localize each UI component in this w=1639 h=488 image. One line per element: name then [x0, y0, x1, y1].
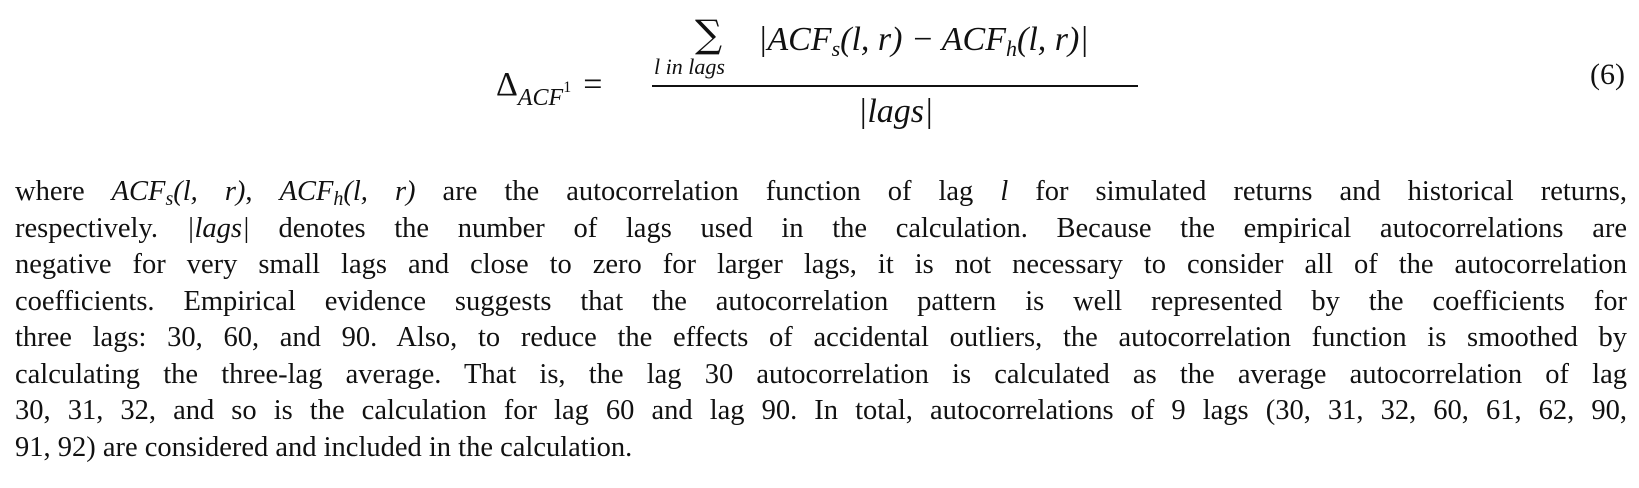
text-run: negative for very small lags and close to zero for larger lags, it is not necessary to consider all of the autocorrelation [15, 249, 1627, 280]
inline-math [279, 176, 416, 210]
math-args: (l, r) [343, 176, 416, 207]
text-run: three lags: 30, 60, and 90. Also, to reduce the effects of accidental outliers, the autocorrelation function is smoothed by [15, 322, 1627, 353]
paragraph-line [15, 393, 1627, 430]
numerator-sub-h: h [1006, 36, 1017, 61]
inline-math [187, 213, 250, 244]
delta-symbol: Δ [496, 66, 518, 103]
text-run: for simulated returns and historical returns, [1008, 176, 1627, 207]
fraction [650, 12, 1140, 132]
equation-6 [0, 0, 1639, 150]
numerator-part-3: (l, r)| [1017, 21, 1089, 58]
lhs-superscript: 1 [563, 79, 572, 96]
math-subscript: h [333, 188, 344, 210]
math-args: (l, r) [173, 176, 246, 207]
math-subscript: s [165, 188, 174, 210]
text-run: 30, 31, 32, and so is the calculation for lag 60 and lag 90. In total, autocorrelations of 9 lags (30, 31, 32, 60, 61, 62, 90, [15, 395, 1627, 426]
text-run: are the autocorrelation function of lag [415, 176, 1001, 207]
paragraph-line [15, 211, 1627, 248]
fraction-numerator [758, 20, 1089, 69]
paragraph-line [15, 357, 1627, 394]
math-base: l [1000, 176, 1009, 207]
lhs-subscript-text: ACF [517, 85, 564, 111]
summation-subscript: l in lags [654, 54, 725, 79]
summation-symbol: ∑ [695, 12, 723, 56]
text-run: calculating the three-lag average. That is, the lag 30 autocorrelation is calculated as the average autocorrelation of lag [15, 358, 1627, 390]
text-run: coefficients. Empirical evidence suggests that the autocorrelation pattern is well represented by the coefficients for [15, 285, 1627, 317]
paragraph-line [15, 284, 1627, 321]
paragraph-line [15, 174, 1627, 211]
fraction-denominator: |lags| [858, 93, 934, 130]
inline-math [111, 176, 246, 210]
numerator-part-1: |ACF [758, 21, 832, 58]
math-base: |lags| [186, 212, 250, 244]
lhs-subscript [517, 79, 572, 111]
text-run: respectively. [15, 212, 187, 244]
text-run: 91, 92) are considered and included in the calculation. [15, 431, 633, 463]
fraction-bar [652, 85, 1138, 87]
paragraph-line [15, 430, 1627, 467]
text-run: where [15, 176, 112, 207]
text-run: , [245, 176, 280, 207]
equation-number: (6) [1590, 58, 1625, 91]
body-paragraph [15, 174, 1627, 466]
numerator-sub-s: s [831, 36, 841, 61]
math-base: ACF [279, 176, 334, 207]
equation-lhs [496, 62, 603, 111]
equals-sign: = [583, 66, 603, 103]
paragraph-line [15, 320, 1627, 357]
paragraph-line [15, 247, 1627, 284]
math-base: ACF [111, 176, 166, 207]
numerator-part-2: (l, r) − ACF [840, 21, 1006, 58]
text-run: denotes the number of lags used in the calculation. Because the empirical autocorrelations are [249, 212, 1627, 244]
